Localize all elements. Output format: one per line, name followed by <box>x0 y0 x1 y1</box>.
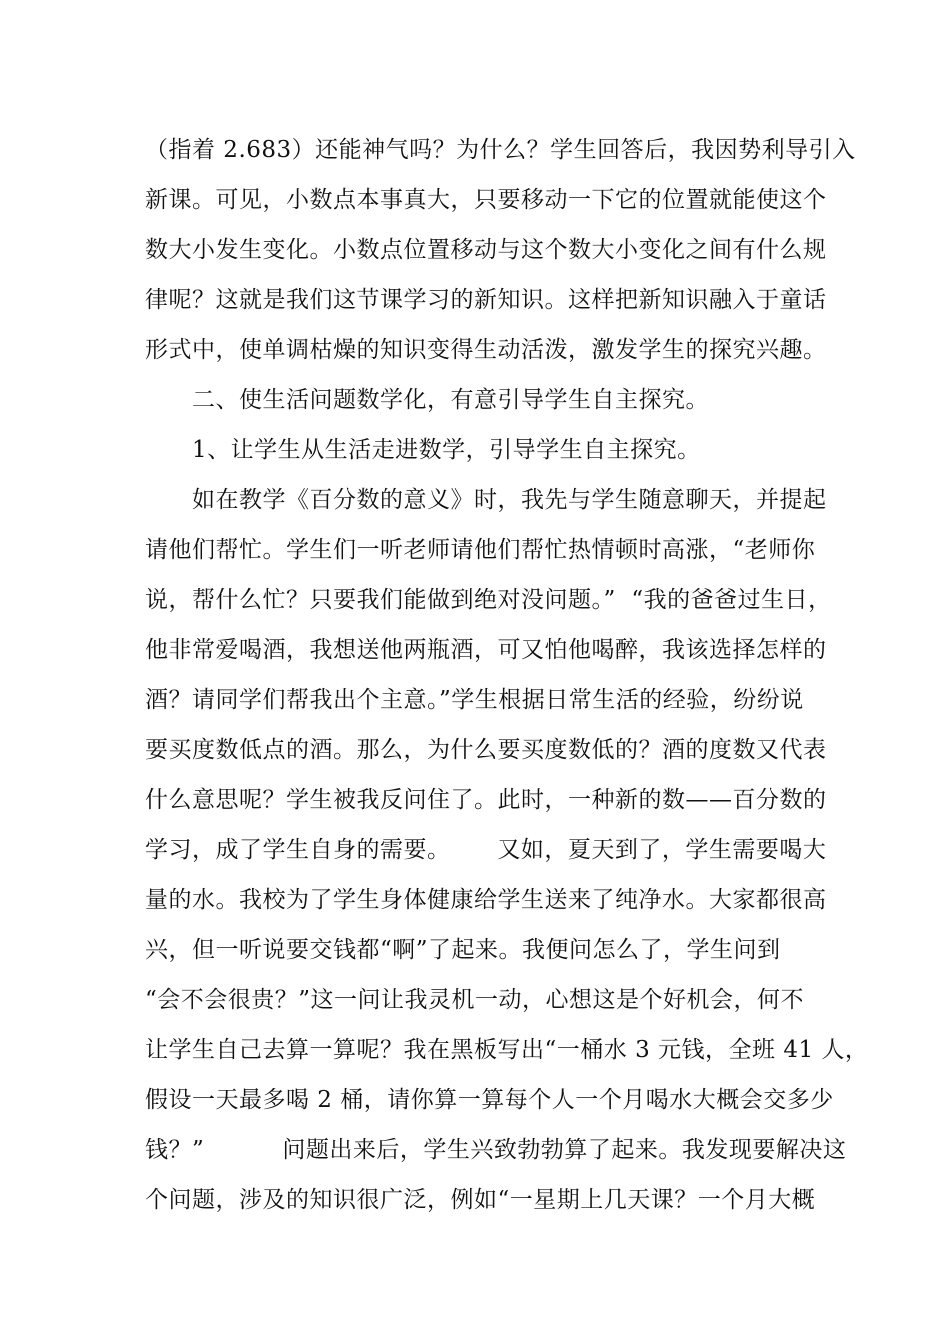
text-line: 数大小发生变化。小数点位置移动与这个数大小变化之间有什么规 <box>145 237 827 263</box>
text-line: 量的水。我校为了学生身体健康给学生送来了纯净水。大家都很高 <box>145 887 827 913</box>
text-line: 请他们帮忙。学生们一听老师请他们帮忙热情顿时高涨，“老师你 <box>145 537 816 563</box>
text-line: 他非常爱喝酒，我想送他两瓶酒，可又怕他喝醉，我该选择怎样的 <box>145 637 827 663</box>
text-line: 律呢？这就是我们这节课学习的新知识。这样把新知识融入于童话 <box>145 287 827 313</box>
text-line: 个问题，涉及的知识很广泛，例如“一星期上几天课？一个月大概 <box>145 1187 816 1213</box>
text-line: 让学生自己去算一算呢？我在黑板写出“一桶水 3 元钱，全班 41 人， <box>145 1037 869 1063</box>
text-line: 酒？请同学们帮我出个主意。”学生根据日常生活的经验，纷纷说 <box>145 687 804 713</box>
text-line: 假设一天最多喝 2 桶，请你算一算每个人一个月喝水大概会交多少 <box>145 1087 834 1113</box>
text-line: 钱？” 问题出来后，学生兴致勃勃算了起来。我发现要解决这 <box>145 1137 847 1163</box>
text-line: 如在教学《百分数的意义》时，我先与学生随意聊天，并提起 <box>192 487 827 513</box>
text-line: 要买度数低点的酒。那么，为什么要买度数低的？酒的度数又代表 <box>145 737 827 763</box>
text-line: 什么意思呢？学生被我反问住了。此时，一种新的数——百分数的 <box>145 787 827 813</box>
text-line: 说，帮什么忙？只要我们能做到绝对没问题。” “我的爸爸过生日， <box>145 587 832 613</box>
text-line: 学习，成了学生自身的需要。 又如，夏天到了，学生需要喝大 <box>145 837 827 863</box>
text-line: “会不会很贵？”这一问让我灵机一动，心想这是个好机会，何不 <box>145 987 805 1013</box>
text-line: 兴，但一听说要交钱都“啊”了起来。我便问怎么了，学生问到 <box>145 937 781 963</box>
subsection-heading: 1、让学生从生活走进数学，引导学生自主探究。 <box>192 437 701 463</box>
text-line: （指着 2.683）还能神气吗？为什么？学生回答后，我因势利导引入 <box>145 137 856 163</box>
text-line: 形式中，使单调枯燥的知识变得生动活泼，激发学生的探究兴趣。 <box>145 337 827 363</box>
text-line: 新课。可见，小数点本事真大，只要移动一下它的位置就能使这个 <box>145 187 827 213</box>
section-heading: 二、使生活问题数学化，有意引导学生自主探究。 <box>192 387 709 413</box>
